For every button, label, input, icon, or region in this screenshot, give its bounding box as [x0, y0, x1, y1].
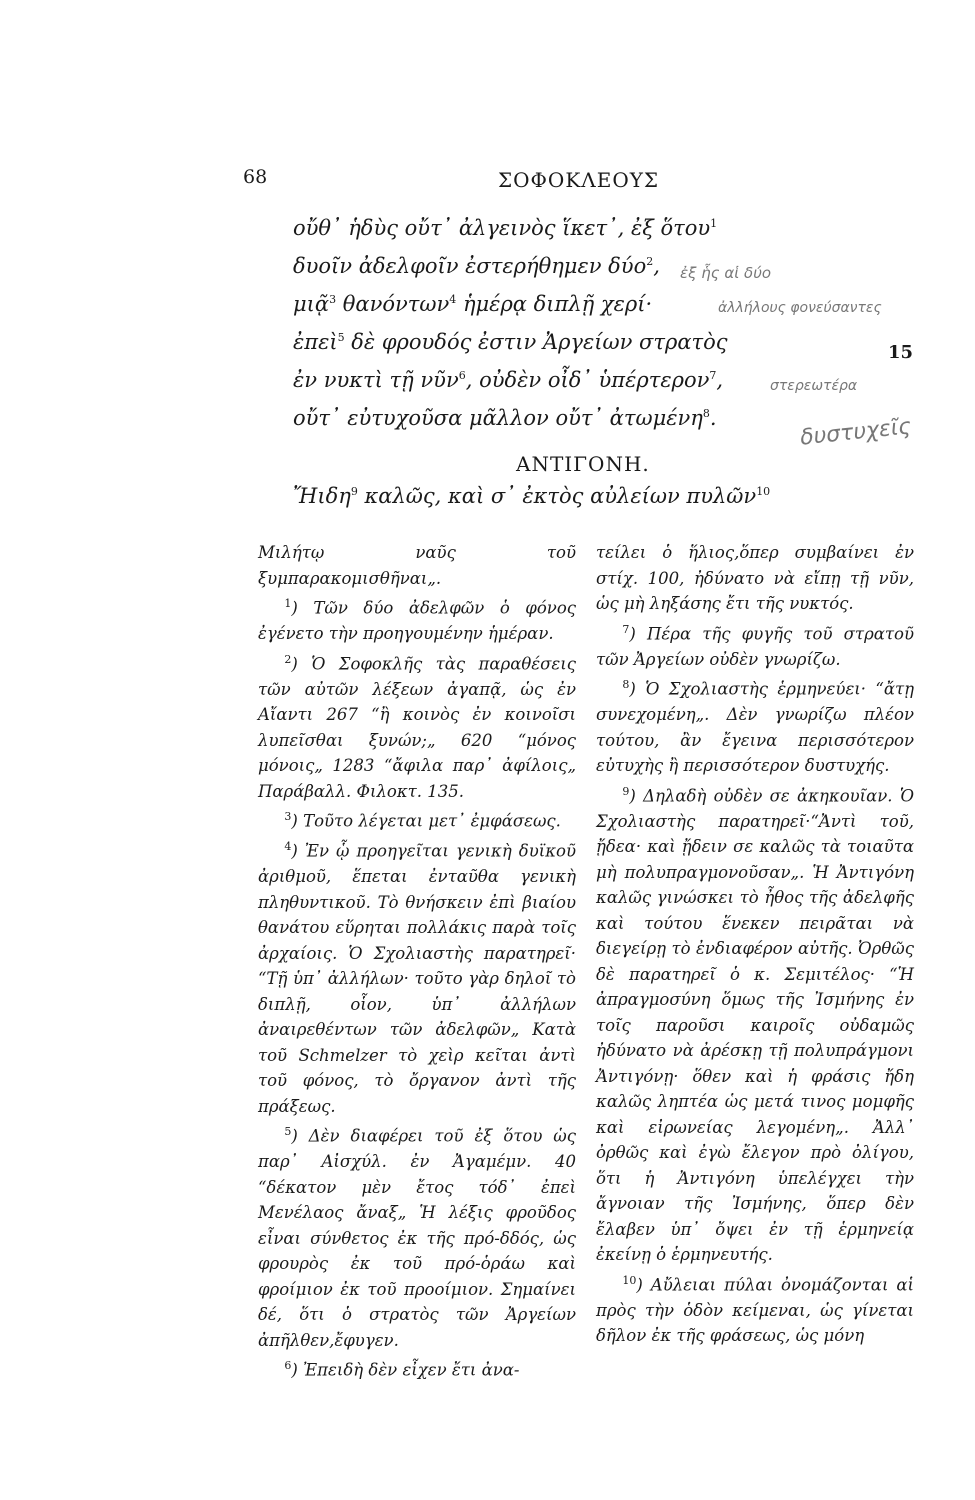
verse-text: καλῶς, καὶ σ᾽ ἐκτὸς αὐλείων πυλῶν [357, 484, 757, 508]
verse-text: οὔτ᾽ εὐτυχοῦσα μᾶλλον οὔτ᾽ ἀτωμένη [293, 406, 703, 430]
footnote-text: Πέρα τῆς φυγῆς τοῦ στρατοῦ τῶν Ἀργείων οὐδὲν γνωρίζω. [596, 624, 914, 669]
footnote-text: Ἐν ᾧ προηγεῖται γενικὴ δυϊκοῦ ἀριθμοῦ, ἕπεται ἐνταῦθα γενικὴ πληθυντικοῦ. Τὸ θνήσκειν ἐπὶ βιαίου θανάτου εὕρηται πολλάκις παρὰ τοῖς ἀρχαίοις. Ὁ Σχολιαστὴς παρατηρεῖ· “Τῇ ὑπ᾽ ἀλλήλων· τοῦτο γὰρ δηλοῖ τὸ διπλῇ, οἷον, ὑπ᾽ ἀλλήλων ἀναιρεθέντων τῶν ἀδελφῶν„ Κατὰ τοῦ Schmelzer τὸ χεὶρ κεῖται ἀντὶ τοῦ φόνος, τὸ ὄργανον ἀντὶ τῆς πράξεως. [258, 841, 577, 1116]
handwritten-annotation: στερεωτέρα [770, 378, 858, 394]
handwritten-annotation: ἐξ ἧς αἱ δύο [680, 264, 772, 282]
verse-text: , οὐδὲν οἶδ᾽ ὑπέρτερον [465, 368, 710, 392]
footnote-text: Τοῦτο λέγεται μετ᾽ ἐμφάσεως. [303, 811, 561, 831]
note-ref: 1 [710, 217, 718, 230]
verse-line [293, 484, 770, 508]
footnote-text: Δὲν διαφέρει τοῦ ἐξ ὅτου ὡς παρ᾽ Αἰσχύλ. ἐν Ἀγαμέμν. 40 “δέκατον μὲν ἔτος τόδ᾽ ἐπεὶ Μενέλαος ἄναξ„ Ἡ λέξις φροῦδος εἶναι σύνθετος ἐκ τῆς πρό-δδός, ὡς φρουρὸς ἐκ τοῦ πρό-ὁράω καὶ φροίμιον ἐκ τοῦ προοίμιον. Σημαίνει δέ, ὅτι ὁ στρατὸς τῶν Ἀργείων ἀπῆλθεν,ἔφυγεν. [258, 1126, 576, 1350]
verse-text: ἐπεὶ [293, 330, 338, 354]
footnote-number: 2 [284, 652, 292, 666]
verse-text: θανόντων [336, 292, 450, 316]
footnote: $^{10}$) Αὔλειαι πύλαι ὀνομάζονται αἱ πρὸς τὴν ὁδὸν κείμεναι, ὡς γίνεται δῆλον ἐκ τῆς φράσεως, ὡς μόνη [596, 1273, 914, 1345]
note-ref: 3 [329, 293, 337, 306]
verse-text: , [716, 368, 724, 392]
verse-text: . [709, 406, 717, 430]
verse-text: μιᾷ [293, 292, 330, 316]
verse-text: δὲ φρουδός ἐστιν Ἀργείων στρατὸς [344, 330, 728, 354]
footnote-number: 1 [284, 597, 292, 610]
note-ref: 5 [337, 331, 345, 344]
footnote: $^6$) Ἐπειδὴ δὲν εἶχεν ἔτι ἀνα- [284, 1359, 520, 1380]
note-ref: 8 [702, 407, 710, 420]
verse-text: Ἤιδη [293, 484, 351, 508]
handwritten-annotation: ἀλλήλους φονεύσαντες [718, 300, 882, 316]
note-ref: 7 [709, 369, 717, 382]
footnote: $^4$) Ἐν ᾧ προηγεῖται γενικὴ δυϊκοῦ ἀριθμοῦ, ἕπεται ἐνταῦθα γενικὴ πληθυντικοῦ. Τὸ θνήσκειν ἐπὶ βιαίου θανάτου εὕρηται πολλάκις παρὰ τοῖς ἀρχαίοις. Ὁ Σχολιαστὴς παρατηρεῖ· “Τῇ ὑπ᾽ ἀλλήλων· τοῦτο γὰρ δηλοῖ τὸ διπλῇ, οἷον, ὑπ᾽ ἀλλήλων ἀναιρεθέντων τῶν ἀδελφῶν„ Κατὰ τοῦ Schmelzer τὸ χεὶρ κεῖται ἀντὶ τοῦ φόνος, τὸ ὄργανον ἀντὶ τῆς πράξεως. [258, 840, 577, 1116]
footnote-number: 4 [284, 840, 292, 853]
verse-text: δυοῖν ἀδελφοῖν ἐστερήθημεν δύο [293, 254, 647, 278]
commentary-left-column [258, 540, 576, 1383]
note-ref: 6 [458, 369, 466, 382]
verse-line: δυοῖν ἀδελφοῖν ἐστερήθημεν δύο$^2$, [293, 254, 660, 278]
verse-text: ἡμέρᾳ διπλῇ χερί· [456, 292, 653, 316]
commentary-continuation: τείλει ὁ ἥλιος,ὅπερ συμβαίνει ἐν στίχ. 100, ἠδύνατο νὰ εἴπῃ τῇ νῦν, ὡς μὴ ληξάσης ἔτι τῆς νυκτός. [596, 543, 914, 613]
verse-line [293, 216, 717, 240]
footnote-text: Ὁ Σχολιαστὴς ἑρμηνεύει· “ἄτῃ συνεχομένη„. Δὲν γνωρίζω πλέον τούτου, ἂν ἔγεινα περισσότερον εὐτυχὴς ἢ περισσότερον δυστυχής. [596, 679, 914, 775]
note-ref: 4 [449, 293, 457, 306]
footnote-text: Ὁ Σοφοκλῆς τὰς παραθέσεις τῶν αὐτῶν λέξεων ἀγαπᾷ, ὡς ἐν Αἴαντι 267 “ἢ κοινὸς ἐν κοινοῖσι λυπεῖσθαι ξυνών;„ 620 “μόνος μόνοις„ 1283 “ἄφιλα παρ᾽ ἀφίλοις„ Παράβαλλ. Φιλοκτ. 135. [258, 654, 576, 801]
commentary-right-column [596, 540, 914, 1349]
handwritten-annotation: δυστυχεῖς [798, 414, 913, 451]
footnote: $^1$) Τῶν δύο ἀδελφῶν ὁ φόνος ἐγένετο τὴν προηγουμένην ἡμέραν. [258, 597, 576, 643]
footnote-text: Δηλαδὴ οὐδὲν σε ἀκηκουῖαν. Ὁ Σχολιαστὴς παρατηρεῖ·“Ἀντὶ τοῦ, ᾔδεα· καὶ ᾔδειν σε καλῶς τὰ τοιαῦτα μὴ πολυπραγμονοῦσαν„. Ἡ Ἀντιγόνη καλῶς γινώσκει τὸ ἦθος τῆς ἀδελφῆς καὶ τούτου ἕνεκεν πειρᾶται νὰ διεγείρῃ τὸ ἐνδιαφέρον αὐτῆς. Ὀρθῶς δὲ παρατηρεῖ ὁ κ. Σεμιτέλος· “Ἡ ἀπραγμοσύνη ὅμως τῆς Ἰσμήνης ἐν τοῖς παροῦσι καιροῖς οὐδαμῶς ἠδύνατο νὰ ἀρέσκῃ τῇ πολυπράγμονι Ἀντιγόνῃ· ὅθεν καὶ ἡ φράσις ἤδη καλῶς ληπτέα ὡς μετά τινος μομφῆς καὶ εἰρωνείας λεγομένη„. Ἀλλ᾽ ὀρθῶς καὶ ἐγὼ ἔλεγον πρὸ ὀλίγου, ὅτι ἡ Ἀντιγόνη ὑπελέγχει τὴν ἄγνοιαν τῆς Ἰσμήνης, ὅπερ δὲν ἔλαβεν ὑπ᾽ ὄψει ἐν τῇ ἑρμηνείᾳ ἐκείνῃ ὁ ἑρμηνευτής. [596, 786, 914, 1264]
footnote: $^9$) Δηλαδὴ οὐδὲν σε ἀκηκουῖαν. Ὁ Σχολιαστὴς παρατηρεῖ·“Ἀντὶ τοῦ, ᾔδεα· καὶ ᾔδειν σε καλῶς τὰ τοιαῦτα μὴ πολυπραγμονοῦσαν„. Ἡ Ἀντιγόνη καλῶς γινώσκει τὸ ἦθος τῆς ἀδελφῆς καὶ τούτου ἕνεκεν πειρᾶται νὰ διεγείρῃ τὸ ἐνδιαφέρον αὐτῆς. Ὀρθῶς δὲ παρατηρεῖ ὁ κ. Σεμιτέλος· “Ἡ ἀπραγμοσύνη ὅμως τῆς Ἰσμήνης ἐν τοῖς παροῦσι καιροῖς οὐδαμῶς ἠδύνατο νὰ ἀρέσκῃ τῇ πολυπράγμονι Ἀντιγόνῃ· ὅθεν καὶ ἡ φράσις ἤδη καλῶς ληπτέα ὡς μετά τινος μομφῆς καὶ εἰρωνείας λεγομένη„. Ἀλλ᾽ ὀρθῶς καὶ ἐγὼ ἔλεγον πρὸ ὀλίγου, ὅτι ἡ Ἀντιγόνη ὑπελέγχει τὴν ἄγνοιαν τῆς Ἰσμήνης, ὅπερ δὲν ἔλαβεν ὑπ᾽ ὄψει ἐν τῇ ἑρμηνείᾳ ἐκείνῃ ὁ ἑρμηνευτής. [596, 784, 914, 1264]
footnote: $^7$) Πέρα τῆς φυγῆς τοῦ στρατοῦ τῶν Ἀργείων οὐδὲν γνωρίζω. [596, 622, 914, 669]
verse-text: οὔθ᾽ ἡδὺς οὔτ᾽ ἀλγεινὸς ἵκετ᾽, ἐξ ὅτου [293, 216, 711, 240]
running-head: ΣΟΦΟΚΛΕΟΥΣ [498, 168, 660, 192]
footnote-text: Τῶν δύο ἀδελφῶν ὁ φόνος ἐγένετο τὴν προηγουμένην ἡμέραν. [258, 598, 576, 643]
footnote-number: 9 [622, 784, 630, 798]
verse-line [293, 330, 728, 354]
page-number: 68 [243, 166, 268, 188]
footnote-number: 10 [622, 1273, 637, 1287]
footnote-number: 8 [622, 678, 630, 691]
footnote-number: 6 [284, 1359, 292, 1372]
note-ref: 10 [756, 485, 771, 498]
footnote-number: 5 [284, 1125, 292, 1138]
footnote: $^8$) Ὁ Σχολιαστὴς ἑρμηνεύει· “ἄτῃ συνεχομένη„. Δὲν γνωρίζω πλέον τούτου, ἂν ἔγεινα περισσότερον εὐτυχὴς ἢ περισσότερον δυστυχής. [596, 678, 914, 775]
footnote-number: 3 [284, 810, 292, 823]
commentary-continuation: Μιλήτῳ ναῦς τοῦ ξυμπαρακομισθῆναι„. [258, 543, 576, 588]
note-ref: 9 [350, 485, 358, 498]
verse-line [293, 406, 717, 430]
footnote-text: Ἐπειδὴ δὲν εἶχεν ἔτι ἀνα- [303, 1360, 520, 1380]
line-number: 15 [888, 342, 914, 363]
footnote: $^5$) Δὲν διαφέρει τοῦ ἐξ ὅτου ὡς παρ᾽ Αἰσχύλ. ἐν Ἀγαμέμν. 40 “δέκατον μὲν ἔτος τόδ᾽ ἐπεὶ Μενέλαος ἄναξ„ Ἡ λέξις φροῦδος εἶναι σύνθετος ἐκ τῆς πρό-δδός, ὡς φρουρὸς ἐκ τοῦ πρό-ὁράω καὶ φροίμιον ἐκ τοῦ προοίμιον. Σημαίνει δέ, ὅτι ὁ στρατὸς τῶν Ἀργείων ἀπῆλθεν,ἔφυγεν. [258, 1125, 576, 1350]
verse-line [293, 368, 723, 392]
verse-text: ἐν νυκτὶ τῇ νῦν [293, 368, 459, 392]
note-ref: 2 [646, 255, 654, 268]
footnote-text: Αὔλειαι πύλαι ὀνομάζονται αἱ πρὸς τὴν ὁδὸν κείμεναι, ὡς γίνεται δῆλον ἐκ τῆς φράσεως, ὡς μόνη [596, 1275, 914, 1345]
footnote: $^2$) Ὁ Σοφοκλῆς τὰς παραθέσεις τῶν αὐτῶν λέξεων ἀγαπᾷ, ὡς ἐν Αἴαντι 267 “ἢ κοινὸς ἐν κοινοῖσι λυπεῖσθαι ξυνών;„ 620 “μόνος μόνοις„ 1283 “ἄφιλα παρ᾽ ἀφίλοις„ Παράβαλλ. Φιλοκτ. 135. [258, 652, 576, 801]
footnote: $^3$) Τοῦτο λέγεται μετ᾽ ἐμφάσεως. [284, 810, 561, 831]
verse-line [293, 292, 652, 316]
footnote-number: 7 [622, 622, 630, 636]
speaker-name: ΑΝΤΙΓΟΝΗ. [516, 452, 650, 476]
